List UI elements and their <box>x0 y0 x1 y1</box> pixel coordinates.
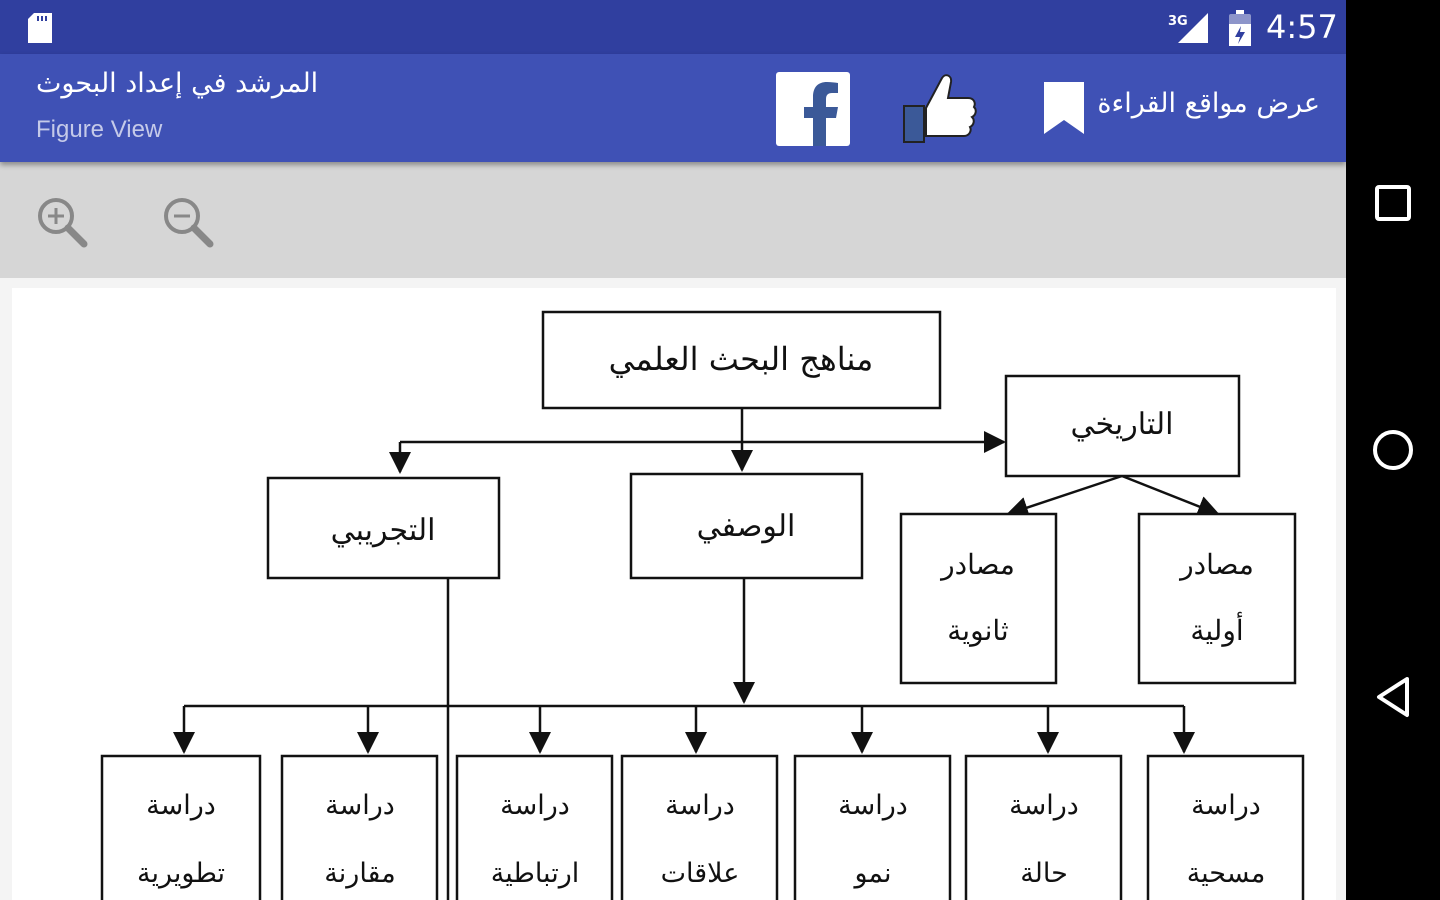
experimental-label: التجريبي <box>330 513 436 548</box>
descriptive-label: الوصفي <box>696 509 796 544</box>
study-label-2: حالة <box>1020 858 1068 889</box>
zoom-out-icon <box>160 194 218 252</box>
home-icon <box>1363 420 1423 480</box>
sd-card-icon <box>28 13 54 43</box>
study-label-2: مسحية <box>1186 858 1266 889</box>
study-label-1: دراسة <box>325 790 395 821</box>
navigation-bar <box>1346 0 1440 900</box>
study-label-2: ارتباطية <box>490 858 580 889</box>
network-type-label: 3G <box>1168 14 1188 29</box>
reading-positions-label: عرض مواقع القراءة <box>1097 88 1320 119</box>
app-bar <box>0 54 1346 162</box>
study-label-1: دراسة <box>1009 790 1079 821</box>
primary-sources-label-1: مصادر <box>1180 548 1254 581</box>
app-subtitle: Figure View <box>36 116 163 143</box>
study-label-2: تطويرية <box>136 858 226 889</box>
bookmark-icon <box>1040 80 1088 136</box>
primary-sources-label-2: أولية <box>1190 614 1244 647</box>
study-label-2: علاقات <box>660 858 740 889</box>
thumbs-up-icon <box>898 70 978 146</box>
study-label-1: دراسة <box>665 790 735 821</box>
secondary-sources-label-2: ثانوية <box>947 614 1009 647</box>
battery-icon <box>1228 10 1252 46</box>
zoom-toolbar <box>0 162 1346 278</box>
clock: 4:57 <box>1266 8 1338 46</box>
status-bar <box>0 0 1346 54</box>
study-label-1: دراسة <box>500 790 570 821</box>
zoom-out-button[interactable] <box>160 194 218 252</box>
back-icon <box>1363 667 1423 727</box>
back-button[interactable] <box>1363 667 1423 727</box>
recent-apps-button[interactable] <box>1363 173 1423 233</box>
methods-diagram <box>0 278 1346 900</box>
like-button[interactable] <box>898 70 978 146</box>
signal-icon <box>1168 11 1210 45</box>
secondary-sources-box <box>901 514 1056 683</box>
reading-positions-button[interactable] <box>1040 74 1330 144</box>
study-label-2: نمو <box>854 858 892 889</box>
root-label: مناهج البحث العلمي <box>608 340 874 378</box>
study-label-1: دراسة <box>838 790 908 821</box>
home-button[interactable] <box>1363 420 1423 480</box>
study-label-1: دراسة <box>146 790 216 821</box>
historical-label: التاريخي <box>1070 407 1174 442</box>
study-label-1: دراسة <box>1191 790 1261 821</box>
facebook-share-button[interactable] <box>776 72 850 146</box>
zoom-in-icon <box>34 194 92 252</box>
recent-apps-icon <box>1363 173 1423 233</box>
zoom-in-button[interactable] <box>34 194 92 252</box>
primary-sources-box <box>1139 514 1295 683</box>
secondary-sources-label-1: مصادر <box>941 548 1015 581</box>
app-title: المرشد في إعداد البحوث <box>36 68 319 99</box>
study-label-2: مقارنة <box>324 858 396 889</box>
facebook-icon <box>776 72 850 146</box>
